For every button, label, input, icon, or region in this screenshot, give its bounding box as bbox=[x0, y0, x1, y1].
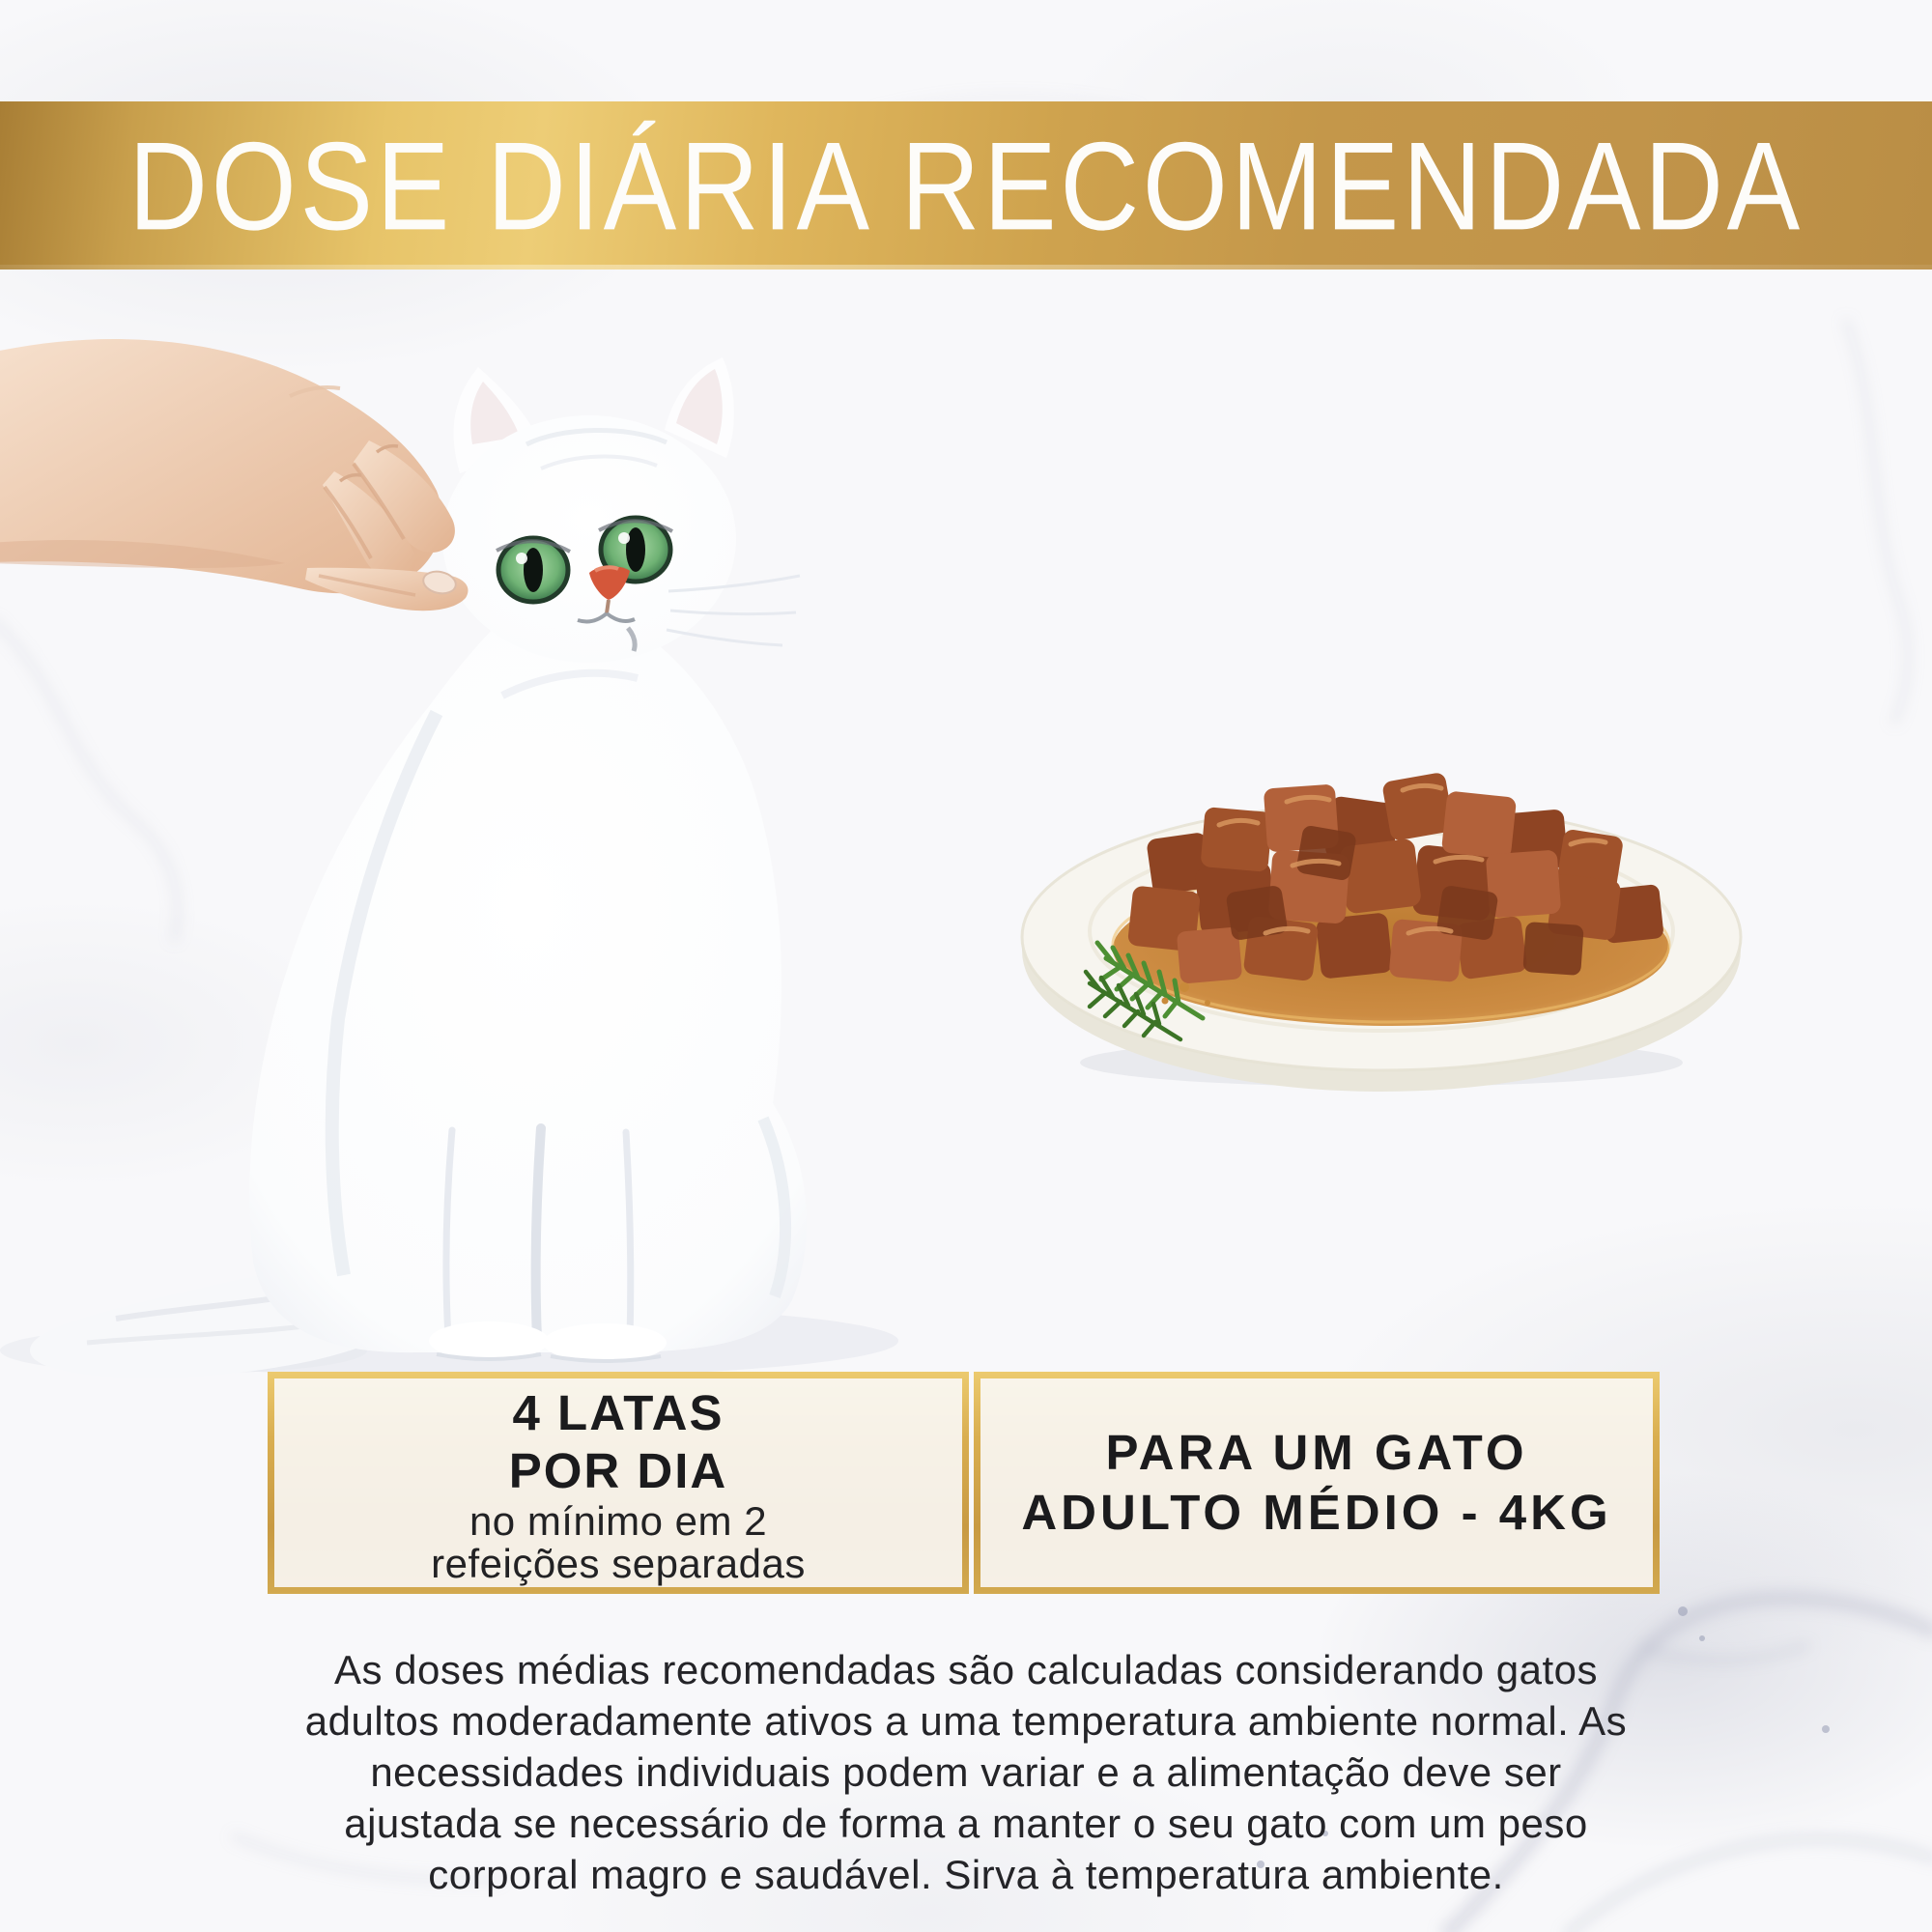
note-line: corporal magro e saudável. Sirva à temperatura ambiente. bbox=[428, 1852, 1504, 1897]
page-title: DOSE DIÁRIA RECOMENDADA bbox=[128, 115, 1804, 257]
petting-hand bbox=[0, 339, 469, 611]
feeding-guidelines-note bbox=[242, 1644, 1690, 1900]
dose-amount-line1: 4 LATAS bbox=[512, 1385, 724, 1440]
note-line: necessidades individuais podem variar e a alimentação deve ser bbox=[370, 1749, 1562, 1795]
food-plate-photo bbox=[1005, 744, 1758, 1092]
note-line: As doses médias recomendadas são calculadas considerando gatos bbox=[333, 1647, 1599, 1692]
daily-dose-box bbox=[268, 1372, 969, 1594]
dose-note-line2: refeições separadas bbox=[431, 1541, 806, 1586]
dose-amount-line2: POR DIA bbox=[508, 1443, 728, 1498]
note-line: adultos moderadamente ativos a uma temperatura ambiente normal. As bbox=[304, 1698, 1628, 1744]
cat-head bbox=[442, 357, 800, 663]
target-line2: ADULTO MÉDIO - 4KG bbox=[1021, 1485, 1612, 1540]
note-line: ajustada se necessário de forma a manter o seu gato com um peso bbox=[344, 1801, 1588, 1846]
cat-petting-photo bbox=[0, 280, 966, 1391]
dose-note-line1: no mínimo em 2 bbox=[469, 1498, 768, 1544]
target-line1: PARA UM GATO bbox=[1105, 1425, 1528, 1480]
title-banner bbox=[0, 101, 1932, 270]
cat-eye-left bbox=[497, 538, 570, 602]
target-cat-box bbox=[974, 1372, 1660, 1594]
